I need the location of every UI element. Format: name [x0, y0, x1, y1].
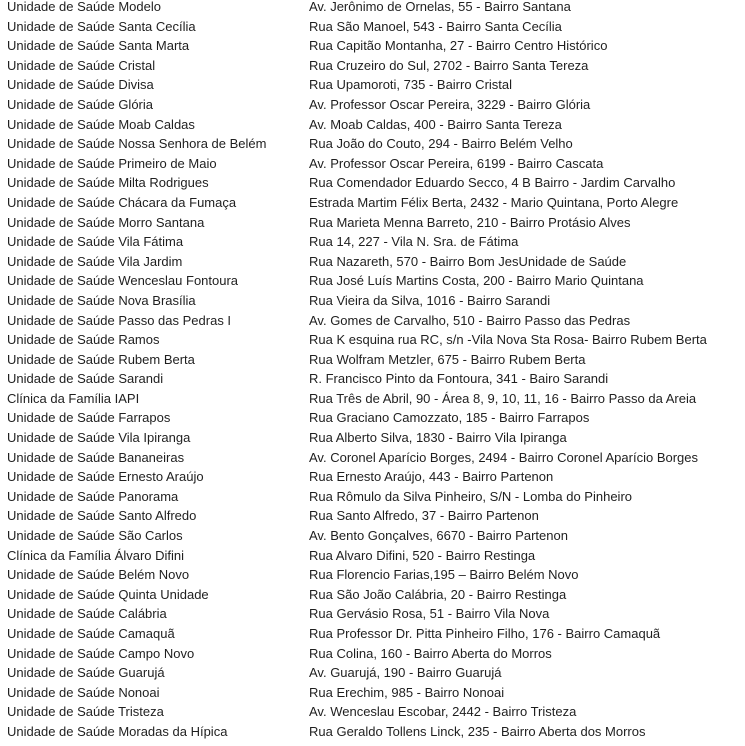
- unit-name: Unidade de Saúde Wenceslau Fontoura: [7, 273, 239, 289]
- unit-address: Av. Wenceslau Escobar, 2442 - Bairro Tristeza: [309, 704, 577, 720]
- unit-address: R. Francisco Pinto da Fontoura, 341 - Bairo Sarandi: [309, 371, 609, 387]
- unit-address: Rua Florencio Farias,195 – Bairro Belém Novo: [309, 567, 579, 583]
- unit-address: Rua Nazareth, 570 - Bairro Bom JesUnidade de Saúde: [309, 253, 627, 269]
- unit-address: Rua Erechim, 985 - Bairro Nonoai: [309, 684, 505, 700]
- unit-name: Unidade de Saúde Morro Santana: [7, 214, 205, 230]
- unit-address: Rua São João Calábria, 20 - Bairro Restinga: [309, 586, 567, 602]
- unit-address: Rua Alberto Silva, 1830 - Bairro Vila Ipiranga: [309, 430, 567, 446]
- unit-address: Av. Professor Oscar Pereira, 6199 - Bairro Cascata: [309, 155, 604, 171]
- unit-row: [0, 311, 745, 331]
- unit-name: Unidade de Saúde Moradas da Hípica: [7, 723, 228, 739]
- unit-address: Rua Geraldo Tollens Linck, 235 - Bairro Aberta dos Morros: [309, 723, 646, 739]
- unit-row: [0, 624, 745, 644]
- unit-name: Unidade de Saúde Campo Novo: [7, 645, 195, 661]
- unit-row: [0, 506, 745, 526]
- unit-row: [0, 408, 745, 428]
- unit-row: [0, 193, 745, 213]
- unit-address: Av. Guarujá, 190 - Bairro Guarujá: [309, 665, 502, 681]
- unit-address: Av. Moab Caldas, 400 - Bairro Santa Tereza: [309, 116, 562, 132]
- unit-row: [0, 448, 745, 468]
- unit-address: Rua Wolfram Metzler, 675 - Bairro Rubem Berta: [309, 351, 586, 367]
- unit-name: Unidade de Saúde Sarandi: [7, 371, 164, 387]
- unit-name: Unidade de Saúde Quinta Unidade: [7, 586, 209, 602]
- unit-address: Rua Gervásio Rosa, 51 - Bairro Vila Nova: [309, 606, 550, 622]
- unit-row: [0, 565, 745, 585]
- unit-address: Rua São Manoel, 543 - Bairro Santa Cecília: [309, 18, 562, 34]
- unit-name: Unidade de Saúde Bananeiras: [7, 449, 185, 465]
- unit-row: [0, 17, 745, 37]
- unit-row: [0, 36, 745, 56]
- unit-name: Unidade de Saúde Farrapos: [7, 410, 171, 426]
- unit-name: Unidade de Saúde Ernesto Araújo: [7, 469, 204, 485]
- unit-name: Clínica da Família IAPI: [7, 390, 140, 406]
- unit-name: Unidade de Saúde Modelo: [7, 0, 161, 14]
- unit-address: Rua José Luís Martins Costa, 200 - Bairro Mario Quintana: [309, 273, 644, 289]
- unit-name: Clínica da Família Álvaro Difini: [7, 547, 185, 563]
- unit-row: [0, 663, 745, 683]
- unit-row: [0, 271, 745, 291]
- unit-address: Estrada Martim Félix Berta, 2432 - Mario Quintana, Porto Alegre: [309, 194, 679, 210]
- unit-name: Unidade de Saúde Guarujá: [7, 665, 165, 681]
- unit-address: Av. Gomes de Carvalho, 510 - Bairro Passo das Pedras: [309, 312, 631, 328]
- unit-row: [0, 95, 745, 115]
- unit-name: Unidade de Saúde Glória: [7, 96, 153, 112]
- unit-name: Unidade de Saúde Camaquã: [7, 626, 175, 641]
- unit-row: [0, 330, 745, 350]
- unit-row: [0, 213, 745, 233]
- unit-row: [0, 134, 745, 154]
- unit-row: [0, 585, 745, 605]
- unit-name: Unidade de Saúde Calábria: [7, 606, 167, 622]
- unit-address: Rua Marieta Menna Barreto, 210 - Bairro Protásio Alves: [309, 214, 631, 230]
- unit-row: [0, 722, 745, 742]
- unit-address: Rua Ernesto Araújo, 443 - Bairro Partenon: [309, 469, 554, 485]
- unit-name: Unidade de Saúde Vila Jardim: [7, 253, 183, 269]
- unit-address: Rua João do Couto, 294 - Bairro Belém Velho: [309, 136, 573, 152]
- unit-row: [0, 369, 745, 389]
- unit-name: Unidade de Saúde Santa Cecília: [7, 18, 196, 34]
- unit-address: Av. Coronel Aparício Borges, 2494 - Bairro Coronel Aparício Borges: [309, 449, 699, 465]
- unit-name: Unidade de Saúde Primeiro de Maio: [7, 155, 217, 171]
- unit-address: Rua 14, 227 - Vila N. Sra. de Fátima: [309, 234, 519, 250]
- unit-name: Unidade de Saúde Divisa: [7, 77, 154, 93]
- unit-row: [0, 428, 745, 448]
- unit-address: Rua Professor Dr. Pitta Pinheiro Filho, 176 - Bairro Camaquã: [309, 626, 661, 641]
- unit-name: Unidade de Saúde Santo Alfredo: [7, 508, 197, 524]
- unit-address: Rua Rômulo da Silva Pinheiro, S/N - Lomba do Pinheiro: [309, 488, 633, 504]
- unit-address: Rua Santo Alfredo, 37 - Bairro Partenon: [309, 508, 539, 524]
- unit-row: [0, 232, 745, 252]
- unit-row: [0, 546, 745, 566]
- unit-address: Rua K esquina rua RC, s/n -Vila Nova Sta Rosa- Bairro Rubem Berta: [309, 332, 707, 348]
- unit-name: Unidade de Saúde Tristeza: [7, 704, 164, 720]
- unit-name: Unidade de Saúde Belém Novo: [7, 567, 190, 583]
- unit-address: Rua Upamoroti, 735 - Bairro Cristal: [309, 77, 513, 93]
- unit-row: [0, 487, 745, 507]
- unit-row: [0, 115, 745, 135]
- unit-row: [0, 252, 745, 272]
- unit-row: [0, 154, 745, 174]
- unit-address: Av. Professor Oscar Pereira, 3229 - Bairro Glória: [309, 96, 591, 112]
- unit-address: Rua Graciano Camozzato, 185 - Bairro Farrapos: [309, 410, 590, 426]
- unit-name: Unidade de Saúde Moab Caldas: [7, 116, 195, 132]
- unit-name: Unidade de Saúde Chácara da Fumaça: [7, 194, 237, 210]
- unit-address: Av. Jerônimo de Ornelas, 55 - Bairro Santana: [309, 0, 571, 14]
- unit-row: [0, 56, 745, 76]
- unit-row: [0, 702, 745, 722]
- unit-name: Unidade de Saúde Vila Fátima: [7, 234, 184, 250]
- unit-name: Unidade de Saúde Santa Marta: [7, 38, 190, 54]
- unit-row: [0, 75, 745, 95]
- unit-name: Unidade de Saúde São Carlos: [7, 528, 183, 544]
- unit-name: Unidade de Saúde Panorama: [7, 488, 179, 504]
- unit-address: Rua Alvaro Difini, 520 - Bairro Restinga: [309, 547, 536, 563]
- unit-row: [0, 389, 745, 409]
- unit-row: [0, 526, 745, 546]
- unit-name: Unidade de Saúde Nossa Senhora de Belém: [7, 136, 267, 152]
- unit-address: Rua Três de Abril, 90 - Área 8, 9, 10, 11, 16 - Bairro Passo da Areia: [309, 390, 697, 406]
- unit-row: [0, 0, 745, 17]
- unit-address: Rua Vieira da Silva, 1016 - Bairro Sarandi: [309, 292, 551, 308]
- unit-address: Rua Cruzeiro do Sul, 2702 - Bairro Santa Tereza: [309, 57, 589, 73]
- unit-row: [0, 683, 745, 703]
- unit-row: [0, 644, 745, 664]
- unit-name: Unidade de Saúde Milta Rodrigues: [7, 175, 209, 191]
- unit-row: [0, 291, 745, 311]
- unit-address: Rua Capitão Montanha, 27 - Bairro Centro Histórico: [309, 38, 608, 54]
- unit-name: Unidade de Saúde Vila Ipiranga: [7, 430, 191, 446]
- unit-name: Unidade de Saúde Cristal: [7, 57, 156, 73]
- unit-row: [0, 467, 745, 487]
- unit-name: Unidade de Saúde Ramos: [7, 332, 160, 348]
- unit-row: [0, 173, 745, 193]
- unit-address: Av. Bento Gonçalves, 6670 - Bairro Partenon: [309, 528, 568, 544]
- unit-name: Unidade de Saúde Passo das Pedras I: [7, 312, 232, 328]
- unit-address: Rua Comendador Eduardo Secco, 4 B Bairro - Jardim Carvalho: [309, 175, 676, 191]
- unit-row: [0, 604, 745, 624]
- unit-name: Unidade de Saúde Rubem Berta: [7, 351, 195, 367]
- unit-row: [0, 350, 745, 370]
- unit-name: Unidade de Saúde Nova Brasília: [7, 292, 196, 308]
- unit-address: Rua Colina, 160 - Bairro Aberta do Morros: [309, 645, 552, 661]
- unit-name: Unidade de Saúde Nonoai: [7, 684, 160, 700]
